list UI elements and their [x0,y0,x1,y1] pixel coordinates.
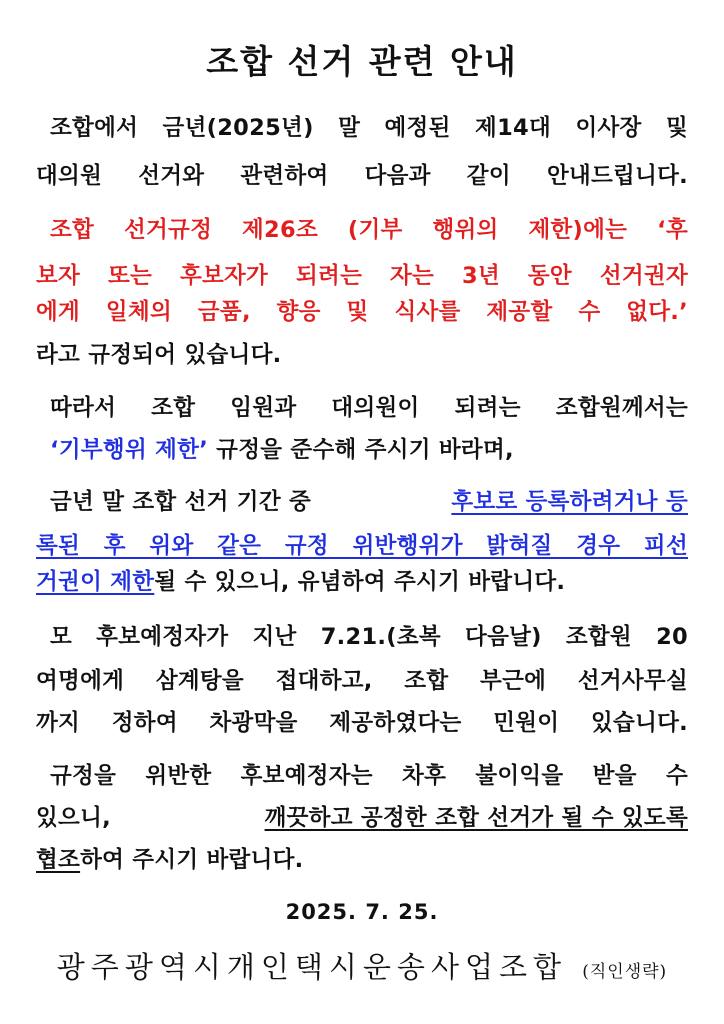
organization-signature [0,945,724,986]
paragraph-6-line-1: 규정을 위반한 후보예정자는 차후 불이익을 받을 수 [50,763,688,789]
paragraph-3-line-2 [36,435,702,465]
seal-omitted-note: (직인생략) [582,962,668,982]
quoted-rule-name: ‘기부행위 제한’ [50,437,209,463]
paragraph-2-line-4: 라고 규정되어 있습니다. [36,342,282,368]
paragraph-2-line-3: 에게 일체의 금품, 향응 및 식사를 제공할 수 없다.’ [36,299,688,325]
paragraph-4-line-1-plain: 금년 말 조합 선거 기간 중 [50,489,312,515]
paragraph-6-line-2-emphasis: 깨끗하고 공정한 조합 선거가 될 수 있도록 [264,805,688,831]
document-title: 조합 선거 관련 안내 [206,42,518,81]
paragraph-4-line-1 [36,487,688,517]
paragraph-4-line-1-emphasis: 후보로 등록하려거나 등 [451,489,688,515]
paragraph-1-line-1: 조합에서 금년(2025년) 말 예정된 제14대 이사장 및 [50,115,688,141]
paragraph-4-line-3-emphasis: 거권이 제한 [36,569,155,595]
paragraph-3-line-1: 따라서 조합 임원과 대의원이 되려는 조합원께서는 [50,395,688,421]
document-date: 2025. 7. 25. [285,900,439,924]
paragraph-6-line-2 [36,803,688,833]
paragraph-2-line-1: 조합 선거규정 제26조 (기부 행위의 제한)에는 ‘후 [50,217,688,243]
paragraph-5-line-2: 여명에게 삼계탕을 접대하고, 조합 부근에 선거사무실 [36,668,688,694]
paragraph-3-line-2-rest: 규정을 준수해 주시기 바라며, [208,437,514,463]
paragraph-4-line-3 [36,567,688,597]
paragraph-2-line-2: 보자 또는 후보자가 되려는 자는 3년 동안 선거권자 [36,263,688,289]
paragraph-4-line-3-rest: 될 수 있으니, 유념하여 주시기 바랍니다. [154,569,566,595]
paragraph-6-line-3-rest: 하여 주시기 바랍니다. [80,847,304,873]
paragraph-4-line-2: 록된 후 위와 같은 규정 위반행위가 밝혀질 경우 피선 [36,533,688,559]
paragraph-6-line-2-plain: 있으니, [36,805,111,831]
paragraph-5-line-1: 모 후보예정자가 지난 7.21.(초복 다음날) 조합원 20 [50,624,688,650]
paragraph-5-line-3: 까지 정하여 차광막을 제공하였다는 민원이 있습니다. [36,710,688,736]
paragraph-6-line-3 [36,845,688,875]
paragraph-1-line-2: 대의원 선거와 관련하여 다음과 같이 안내드립니다. [36,163,688,189]
paragraph-6-line-3-emphasis: 협조 [36,847,81,873]
organization-name: 광주광역시개인택시운송사업조합 [56,950,568,984]
